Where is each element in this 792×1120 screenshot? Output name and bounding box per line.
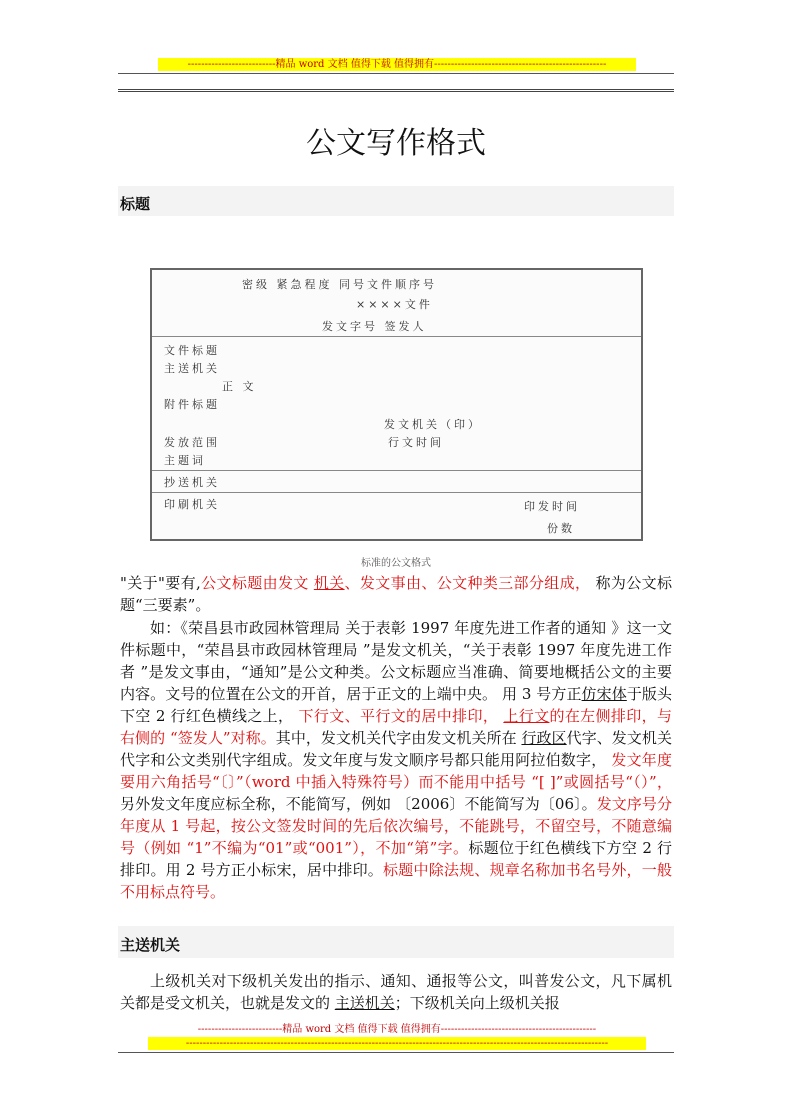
figure-divider [152, 492, 641, 493]
footer-banner: -------------------------精品 word 文档 值得下载 值得拥有---------------------------------------------- [197, 1024, 597, 1035]
text-run: 、发文事由、公文种类三部分组成， [344, 574, 591, 592]
text-run: 于版头下空 2 行红色横线之上， [120, 685, 672, 725]
figure-cc: 抄送机关 [164, 476, 220, 489]
header-banner: --------------------------精品 word 文档 值得下载 值得拥有--------------------------------------------------- [158, 58, 636, 71]
page-title: 公文写作格式 [306, 126, 486, 161]
section-heading-recipient: 主送机关 [120, 936, 181, 954]
footer-rule [118, 1052, 674, 1053]
format-figure [150, 268, 643, 541]
footer-banner-dashes: ----------------------------------------------------------------------------------------------------------------------------- [148, 1037, 646, 1050]
text-run: 代字、发文机关代字和公文类别代字组成。发文年度与发文顺序号都只能用阿拉伯数字， [120, 729, 672, 769]
figure-header-line3: 发文字号 签发人 [322, 320, 427, 333]
figure-caption: 标准的公文格式 [361, 558, 431, 569]
figure-divider [152, 336, 641, 337]
figure-header-line2: ××××文件 [356, 298, 433, 311]
figure-divider [152, 470, 641, 471]
link-region[interactable]: 行政区 [521, 729, 567, 747]
paragraph-title-example [120, 617, 672, 903]
figure-item-body: 正 文 [222, 380, 257, 393]
figure-item-attachment: 附件标题 [164, 398, 220, 411]
text-run: 如：《荣昌县市政园林管理局 关于表彰 1997 年度先进工作者的通知 》这一文件标题中，“荣昌县市政园林管理局 ”是发文机关，“关于表彰 1997 年度先进工作者 ”是发文事由，“通知”是公文种类。公文标题应当准确、简要地概括公文的主要内容。文号的位置在公文的开首，居于正文的上端中央。 用 3 号方正 [120, 619, 672, 703]
figure-item-recipient: 主送机关 [164, 362, 220, 375]
link-font[interactable]: 仿宋体 [581, 685, 627, 703]
figure-item-title: 文件标题 [164, 344, 220, 357]
text-run: 上级机关对下级机关发出的指示、通知、通报等公文，叫普发公文，凡下属机关都是受文机关，也就是发文的 [120, 972, 672, 1012]
text-run: "关于"要有, [120, 574, 201, 592]
figure-print-date: 印发时间 [524, 500, 580, 513]
section-heading-title: 标题 [120, 195, 151, 213]
figure-issuer: 发文机关（印） [384, 418, 482, 431]
paragraph-recipient [120, 970, 672, 1014]
text-run: 其中，发文机关代字由发文机关所在 [275, 729, 522, 747]
text-run: 公文标题由发文 [200, 574, 314, 592]
figure-header-line1: 密级 紧急程度 同号文件顺序号 [242, 278, 437, 291]
figure-printer: 印刷机关 [164, 498, 220, 511]
figure-keywords: 主题词 [164, 454, 206, 467]
header-double-rule [118, 89, 674, 92]
text-run: 称为公文标题“三要素”。 [120, 574, 672, 614]
figure-copies: 份数 [547, 522, 575, 535]
link-authority[interactable]: 机关 [313, 574, 345, 592]
figure-distribution: 发放范围 [164, 436, 220, 449]
paragraph-title-elements [120, 572, 672, 616]
text-run: 发文年度要用六角括号“〔〕”（word 中插入特殊符号）而不能用中括号 “[ ]”或圆括号“（）”， [120, 751, 672, 791]
text-run: 另外发文年度应标全称，不能简写，例如 〔2006〕不能简写为〔06〕。 [120, 795, 597, 813]
header-rule [118, 73, 674, 74]
section-band-recipient [118, 926, 674, 958]
text-run: 下行文、平行文的居中排印， [293, 707, 504, 725]
text-run: 发文序号分年度从 1 号起，按公文签发时间的先后依次编号，不能跳号，不留空号，不随意编号（例如 “1”不编为“01”或“001”），不加“第”字。 [120, 795, 672, 857]
link-upward[interactable]: 上行文 [503, 707, 550, 725]
section-band-title [118, 186, 674, 216]
figure-issue-date: 行文时间 [388, 436, 444, 449]
text-run: 标题中除法规、规章名称加书名号外，一般不用标点符号。 [120, 861, 672, 901]
link-recipient[interactable]: 主送机关 [334, 994, 395, 1012]
text-run: ；下级机关向上级机关报 [394, 994, 560, 1012]
text-run: 标题位于红色横线下方空 2 行排印。用 2 号方正小标宋，居中排印。 [120, 839, 672, 879]
text-run: 的在左侧排印，与右侧的 “签发人”对称。 [120, 707, 672, 747]
